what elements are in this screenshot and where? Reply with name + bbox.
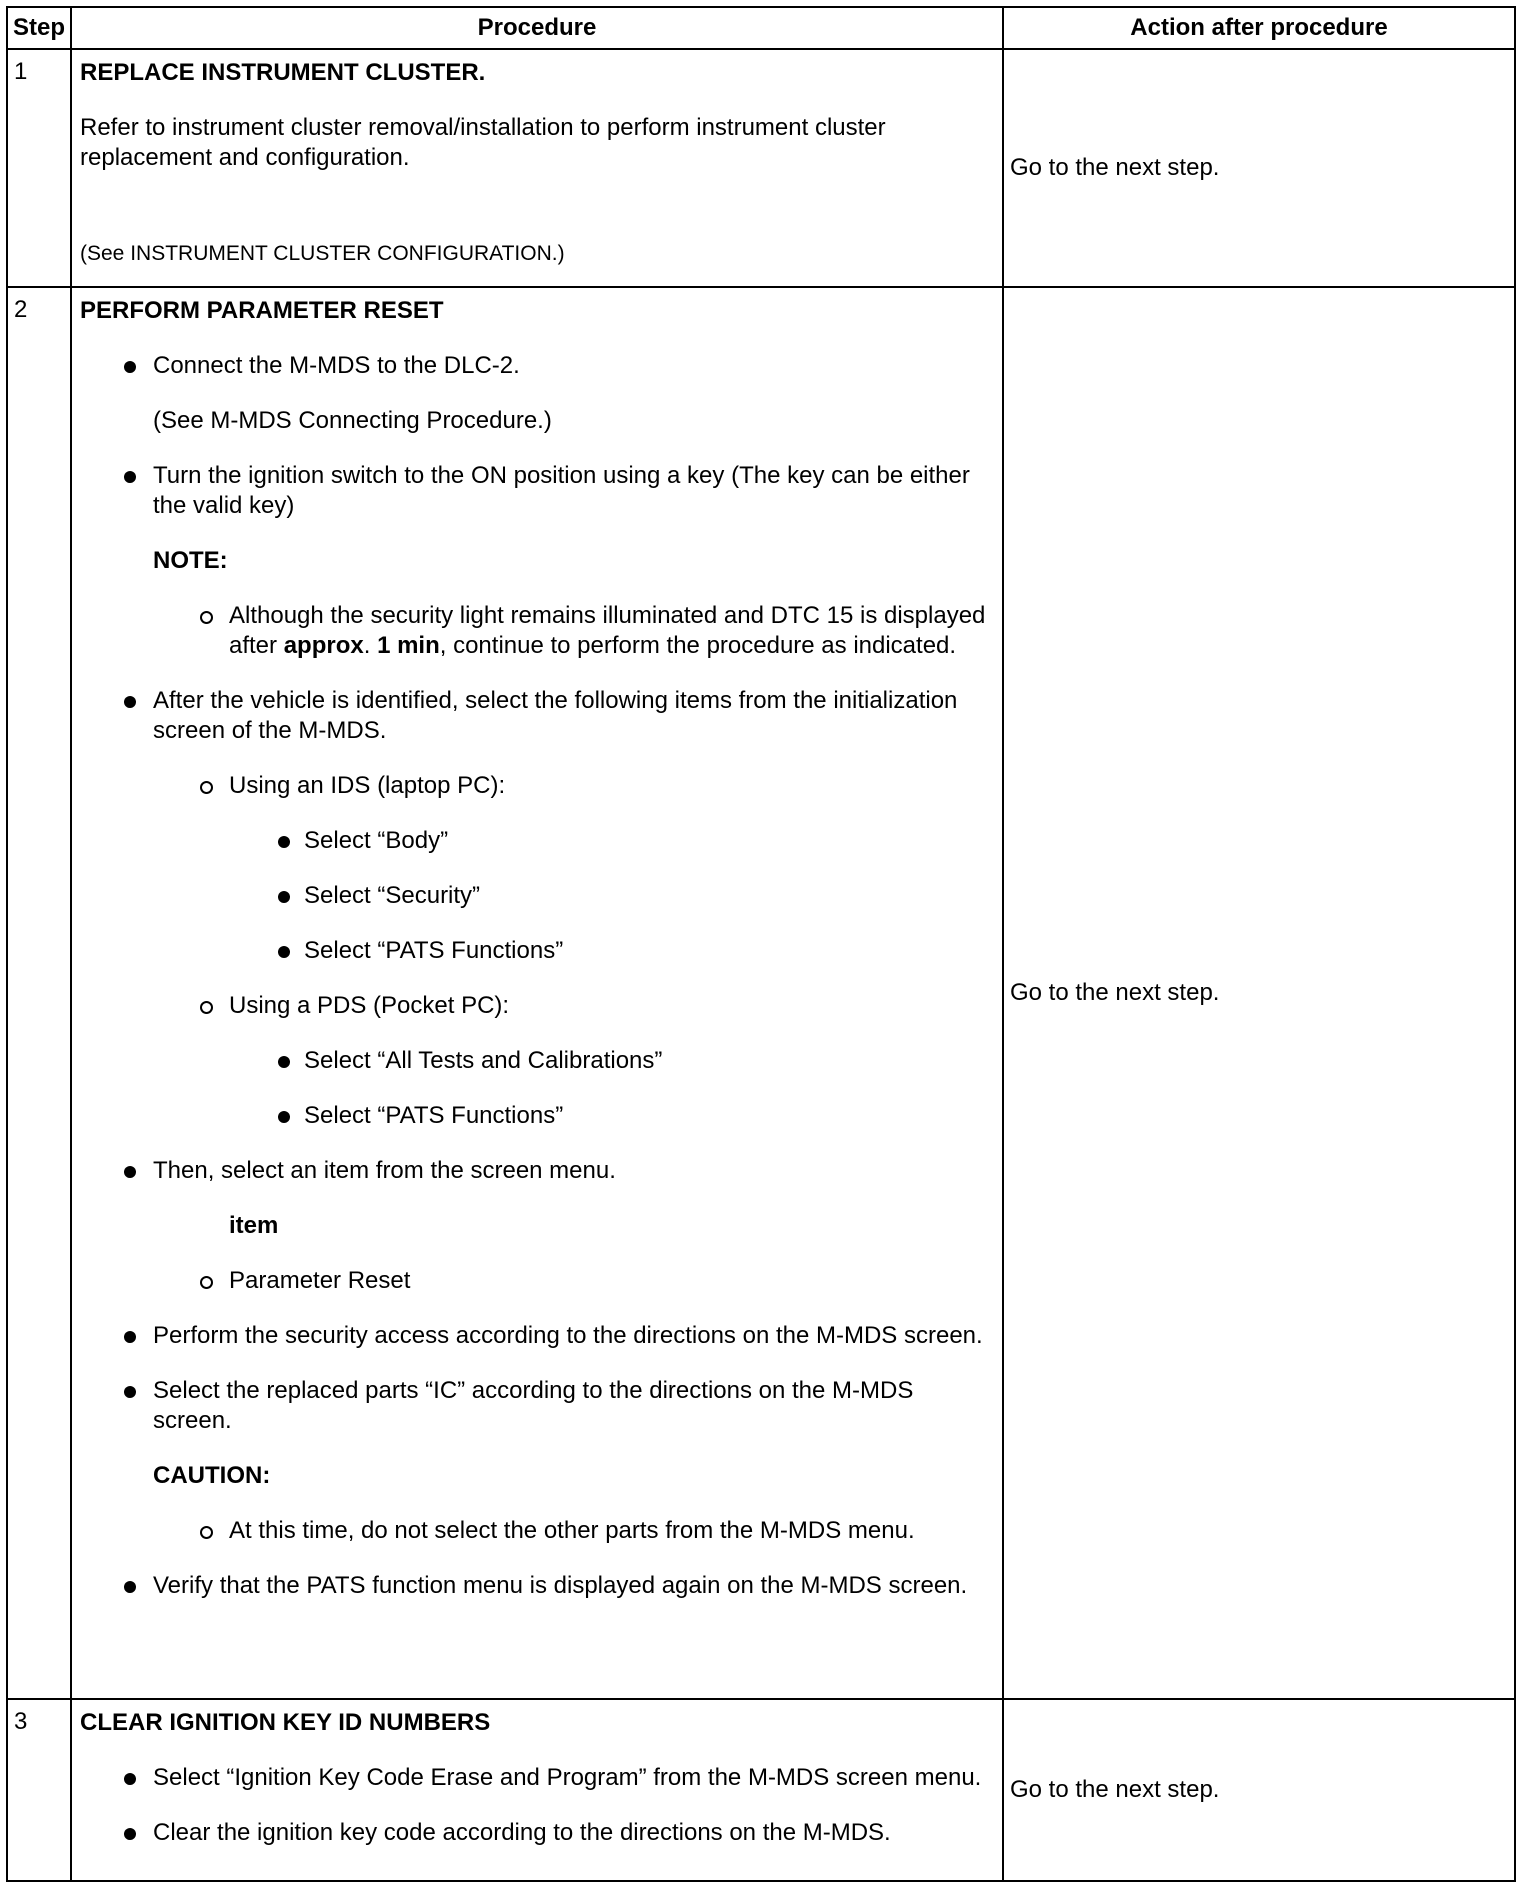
action-cell: Go to the next step. xyxy=(1003,49,1515,287)
procedure-cell xyxy=(71,1699,1003,1881)
list-item: Using an IDS (laptop PC): xyxy=(80,771,994,801)
step-title: REPLACE INSTRUMENT CLUSTER. xyxy=(80,59,486,86)
bullet-icon xyxy=(278,836,290,848)
list-item: Verify that the PATS function menu is displayed again on the M-MDS screen. xyxy=(80,1571,994,1601)
step-title: CLEAR IGNITION KEY ID NUMBERS xyxy=(80,1709,491,1736)
list-item: Turn the ignition switch to the ON position using a key (The key can be either the valid key) xyxy=(80,461,994,521)
list-item: Parameter Reset xyxy=(80,1266,994,1296)
circle-bullet-icon xyxy=(200,611,213,624)
list-item: Select “Ignition Key Code Erase and Program” from the M-MDS screen menu. xyxy=(80,1763,994,1793)
bullet-icon xyxy=(124,1331,136,1343)
step-title: PERFORM PARAMETER RESET xyxy=(80,297,444,324)
list-item: Connect the M-MDS to the DLC-2. xyxy=(80,351,994,381)
see-reference: (See INSTRUMENT CLUSTER CONFIGURATION.) xyxy=(80,242,565,265)
list-item: At this time, do not select the other parts from the M-MDS menu. xyxy=(80,1516,994,1546)
bullet-icon xyxy=(124,1773,136,1785)
bullet-icon xyxy=(278,891,290,903)
table-row xyxy=(7,49,1515,287)
header-step: Step xyxy=(7,7,71,49)
step-number: 3 xyxy=(7,1699,71,1881)
list-item: After the vehicle is identified, select the following items from the initialization screen of the M-MDS. xyxy=(80,686,994,746)
item-label: item xyxy=(229,1212,279,1239)
procedure-cell xyxy=(71,287,1003,1699)
header-procedure: Procedure xyxy=(71,7,1003,49)
bullet-icon xyxy=(124,471,136,483)
circle-bullet-icon xyxy=(200,781,213,794)
list-item: Select “Body” xyxy=(80,826,994,856)
instruction-text: Refer to instrument cluster removal/installation to perform instrument cluster replacement and configuration. xyxy=(80,114,886,171)
bullet-icon xyxy=(278,1056,290,1068)
circle-bullet-icon xyxy=(200,1526,213,1539)
circle-bullet-icon xyxy=(200,1001,213,1014)
list-item: Select “Security” xyxy=(80,881,994,911)
bullet-icon xyxy=(124,1828,136,1840)
step-number: 2 xyxy=(7,287,71,1699)
procedure-cell xyxy=(71,49,1003,287)
bullet-icon xyxy=(124,361,136,373)
list-item: Select “All Tests and Calibrations” xyxy=(80,1046,994,1076)
action-cell: Go to the next step. xyxy=(1003,1699,1515,1881)
list-item: Using a PDS (Pocket PC): xyxy=(80,991,994,1021)
list-item: Select “PATS Functions” xyxy=(80,1101,994,1131)
list-item: Clear the ignition key code according to the directions on the M-MDS. xyxy=(80,1818,994,1848)
list-item: Select the replaced parts “IC” according to the directions on the M-MDS screen. xyxy=(80,1376,994,1436)
step-number: 1 xyxy=(7,49,71,287)
bullet-icon xyxy=(124,1166,136,1178)
bullet-icon xyxy=(124,1581,136,1593)
list-item: Select “PATS Functions” xyxy=(80,936,994,966)
note-label: NOTE: xyxy=(153,547,228,574)
circle-bullet-icon xyxy=(200,1276,213,1289)
list-item: Although the security light remains illuminated and DTC 15 is displayed after approx. 1 min, continue to perform the procedure as indicated. xyxy=(80,601,994,661)
action-cell: Go to the next step. xyxy=(1003,287,1515,1699)
table-row xyxy=(7,1699,1515,1881)
list-item: Perform the security access according to the directions on the M-MDS screen. xyxy=(80,1321,994,1351)
table-header-row xyxy=(7,7,1515,49)
caution-label: CAUTION: xyxy=(153,1462,271,1489)
see-reference: (See M-MDS Connecting Procedure.) xyxy=(153,407,552,434)
procedure-table xyxy=(6,6,1516,1882)
bullet-icon xyxy=(278,946,290,958)
table-row xyxy=(7,287,1515,1699)
bullet-icon xyxy=(124,696,136,708)
bullet-icon xyxy=(278,1111,290,1123)
list-item: Then, select an item from the screen menu. xyxy=(80,1156,994,1186)
bullet-icon xyxy=(124,1386,136,1398)
header-action: Action after procedure xyxy=(1003,7,1515,49)
